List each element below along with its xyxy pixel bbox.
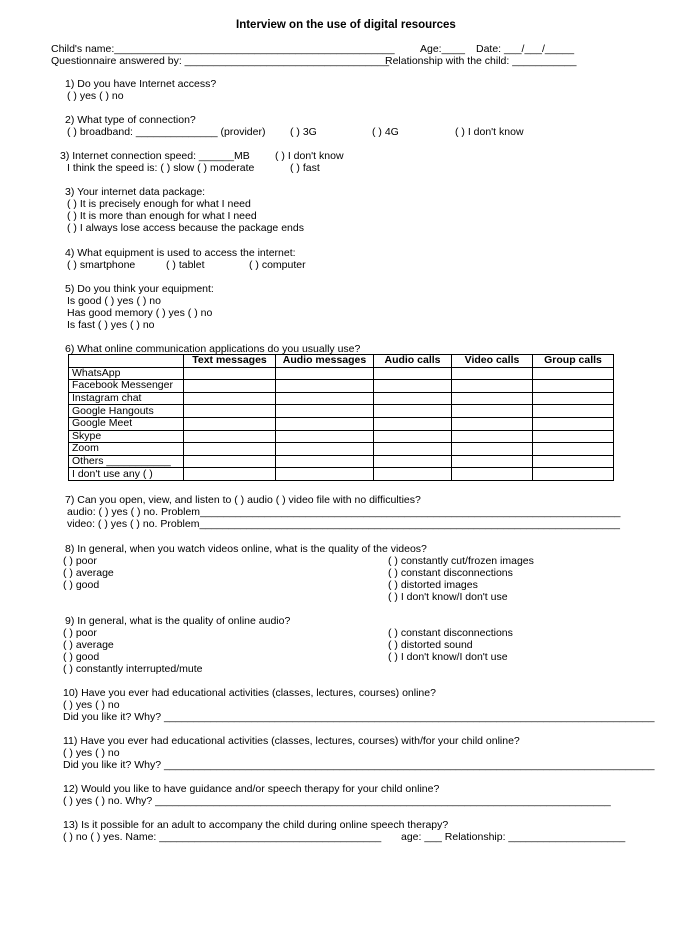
table-cell[interactable]	[452, 392, 533, 405]
q11-why-field[interactable]: Did you like it? Why? ____________________________________________________________________________________	[63, 759, 655, 771]
answered-by-field[interactable]: Questionnaire answered by: ___________________________________	[51, 55, 390, 67]
table-cell[interactable]	[452, 430, 533, 443]
relationship-field[interactable]: Relationship with the child: ___________	[385, 55, 577, 67]
q5-is-good[interactable]: Is good ( ) yes ( ) no	[67, 295, 161, 307]
table-cell[interactable]	[184, 443, 276, 456]
q9-option-disconnections[interactable]: ( ) constant disconnections	[388, 627, 513, 639]
table-cell[interactable]	[184, 455, 276, 468]
q2-option-3g[interactable]: ( ) 3G	[290, 126, 317, 138]
table-cell[interactable]	[374, 392, 452, 405]
q4-option-computer[interactable]: ( ) computer	[249, 259, 306, 271]
table-cell[interactable]	[184, 430, 276, 443]
table-row	[69, 405, 614, 418]
q12-question: 12) Would you like to have guidance and/or speech therapy for your child online?	[63, 783, 440, 795]
table-cell[interactable]	[276, 430, 374, 443]
q8-option-distorted[interactable]: ( ) distorted images	[388, 579, 478, 591]
q11-question: 11) Have you ever had educational activities (classes, lectures, courses) with/for your child online?	[63, 735, 520, 747]
q13-age-relationship-field[interactable]: age: ___ Relationship: ____________________	[401, 831, 626, 843]
table-row	[69, 392, 614, 405]
q8-option-good[interactable]: ( ) good	[63, 579, 100, 591]
table-cell[interactable]	[276, 405, 374, 418]
app-name[interactable]: I don't use any ( )	[69, 468, 184, 481]
table-row	[69, 417, 614, 430]
q4-option-tablet[interactable]: ( ) tablet	[166, 259, 205, 271]
table-cell[interactable]	[276, 417, 374, 430]
table-cell[interactable]	[374, 430, 452, 443]
table-cell[interactable]	[533, 367, 614, 380]
table-cell[interactable]	[184, 405, 276, 418]
table-cell[interactable]	[374, 405, 452, 418]
q7-video-line[interactable]: video: ( ) yes ( ) no. Problem________________________________________________________________________	[67, 518, 620, 530]
table-cell[interactable]	[374, 417, 452, 430]
table-cell[interactable]	[452, 405, 533, 418]
app-name[interactable]: Others ___________	[69, 455, 184, 468]
q2-option-4g[interactable]: ( ) 4G	[372, 126, 399, 138]
q9-option-poor[interactable]: ( ) poor	[63, 627, 97, 639]
table-cell[interactable]	[452, 380, 533, 393]
table-cell[interactable]	[533, 443, 614, 456]
table-cell[interactable]	[533, 417, 614, 430]
table-cell[interactable]	[374, 468, 452, 481]
q7-question[interactable]: 7) Can you open, view, and listen to ( ) audio ( ) video file with no difficulties?	[65, 494, 421, 506]
table-cell[interactable]	[533, 405, 614, 418]
table-header-cell: Audio messages	[276, 355, 374, 368]
q9-option-dont-know[interactable]: ( ) I don't know/I don't use	[388, 651, 508, 663]
q5-question: 5) Do you think your equipment:	[65, 283, 214, 295]
table-cell[interactable]	[374, 455, 452, 468]
q4-question: 4) What equipment is used to access the internet:	[65, 247, 296, 259]
q10-question: 10) Have you ever had educational activities (classes, lectures, courses) online?	[63, 687, 436, 699]
table-cell[interactable]	[374, 380, 452, 393]
q13-question: 13) Is it possible for an adult to accompany the child during online speech therapy?	[63, 819, 449, 831]
q8-option-poor[interactable]: ( ) poor	[63, 555, 97, 567]
q3-speed-options[interactable]: I think the speed is: ( ) slow ( ) moderate	[67, 162, 255, 174]
table-cell[interactable]	[452, 468, 533, 481]
q8-option-dont-know[interactable]: ( ) I don't know/I don't use	[388, 591, 508, 603]
table-cell[interactable]	[533, 430, 614, 443]
apps-table	[68, 354, 614, 481]
table-cell[interactable]	[533, 392, 614, 405]
table-cell[interactable]	[452, 367, 533, 380]
table-cell[interactable]	[533, 455, 614, 468]
table-row	[69, 367, 614, 380]
table-row	[69, 455, 614, 468]
table-cell[interactable]	[533, 468, 614, 481]
q1-options[interactable]: ( ) yes ( ) no	[67, 90, 124, 102]
q10-why-field[interactable]: Did you like it? Why? ____________________________________________________________________________________	[63, 711, 655, 723]
child-name-field[interactable]: Child's name:________________________________________________	[51, 43, 395, 55]
q13-name-field[interactable]: ( ) no ( ) yes. Name: ______________________________________	[63, 831, 382, 843]
app-name: Google Hangouts	[69, 405, 184, 418]
q8-option-frozen[interactable]: ( ) constantly cut/frozen images	[388, 555, 534, 567]
q7-audio-line[interactable]: audio: ( ) yes ( ) no. Problem________________________________________________________________________	[67, 506, 621, 518]
q8-option-average[interactable]: ( ) average	[63, 567, 114, 579]
q11-options[interactable]: ( ) yes ( ) no	[63, 747, 120, 759]
app-name: Skype	[69, 430, 184, 443]
q9-option-average[interactable]: ( ) average	[63, 639, 114, 651]
table-cell[interactable]	[276, 392, 374, 405]
q8-option-disconnections[interactable]: ( ) constant disconnections	[388, 567, 513, 579]
age-field[interactable]: Age:____	[420, 43, 465, 55]
q9-question: 9) In general, what is the quality of online audio?	[65, 615, 291, 627]
q2-option-dont-know[interactable]: ( ) I don't know	[455, 126, 524, 138]
table-header-cell: Audio calls	[374, 355, 452, 368]
table-cell[interactable]	[276, 380, 374, 393]
app-name: Facebook Messenger	[69, 380, 184, 393]
q3-speed-question[interactable]: 3) Internet connection speed: ______MB	[60, 150, 250, 162]
table-cell[interactable]	[452, 443, 533, 456]
table-cell[interactable]	[276, 468, 374, 481]
app-name: WhatsApp	[69, 367, 184, 380]
q10-options[interactable]: ( ) yes ( ) no	[63, 699, 120, 711]
table-cell[interactable]	[452, 417, 533, 430]
table-cell[interactable]	[452, 455, 533, 468]
q1-question: 1) Do you have Internet access?	[65, 78, 217, 90]
table-cell[interactable]	[184, 367, 276, 380]
app-name: Zoom	[69, 443, 184, 456]
q3-speed-fast[interactable]: ( ) fast	[290, 162, 320, 174]
q3-package-option-2[interactable]: ( ) It is more than enough for what I need	[67, 210, 257, 222]
table-cell[interactable]	[184, 468, 276, 481]
q5-good-memory[interactable]: Has good memory ( ) yes ( ) no	[67, 307, 213, 319]
table-row	[69, 430, 614, 443]
date-field[interactable]: Date: ___/___/_____	[476, 43, 575, 55]
q3-package-option-3[interactable]: ( ) I always lose access because the package ends	[67, 222, 304, 234]
table-cell[interactable]	[184, 380, 276, 393]
q9-option-good[interactable]: ( ) good	[63, 651, 100, 663]
table-header-cell: Video calls	[452, 355, 533, 368]
q3-package-option-1[interactable]: ( ) It is precisely enough for what I need	[67, 198, 251, 210]
table-header-row	[69, 355, 614, 368]
q5-is-fast[interactable]: Is fast ( ) yes ( ) no	[67, 319, 155, 331]
q3-package-question: 3) Your internet data package:	[65, 186, 206, 198]
table-header-cell	[69, 355, 184, 368]
table-cell[interactable]	[374, 367, 452, 380]
q6-question: 6) What online communication applications do you usually use?	[65, 343, 361, 355]
q2-option-broadband[interactable]: ( ) broadband: ______________ (provider)	[67, 126, 266, 138]
page-title: Interview on the use of digital resources	[236, 19, 456, 31]
q9-option-distorted[interactable]: ( ) distorted sound	[388, 639, 473, 651]
table-header-cell: Text messages	[184, 355, 276, 368]
app-name: Google Meet	[69, 417, 184, 430]
table-cell[interactable]	[276, 367, 374, 380]
app-name: Instagram chat	[69, 392, 184, 405]
table-header-cell: Group calls	[533, 355, 614, 368]
q4-option-smartphone[interactable]: ( ) smartphone	[67, 259, 136, 271]
q9-option-interrupted[interactable]: ( ) constantly interrupted/mute	[63, 663, 203, 675]
table-row	[69, 380, 614, 393]
table-cell[interactable]	[533, 380, 614, 393]
q3-speed-dont-know[interactable]: ( ) I don't know	[275, 150, 344, 162]
table-row	[69, 468, 614, 481]
table-row	[69, 443, 614, 456]
table-cell[interactable]	[184, 392, 276, 405]
table-cell[interactable]	[374, 443, 452, 456]
q2-question: 2) What type of connection?	[65, 114, 196, 126]
q12-options[interactable]: ( ) yes ( ) no. Why? ______________________________________________________________________________	[63, 795, 611, 807]
table-cell[interactable]	[276, 455, 374, 468]
table-cell[interactable]	[184, 417, 276, 430]
q8-question: 8) In general, when you watch videos online, what is the quality of the videos?	[65, 543, 427, 555]
table-cell[interactable]	[276, 443, 374, 456]
